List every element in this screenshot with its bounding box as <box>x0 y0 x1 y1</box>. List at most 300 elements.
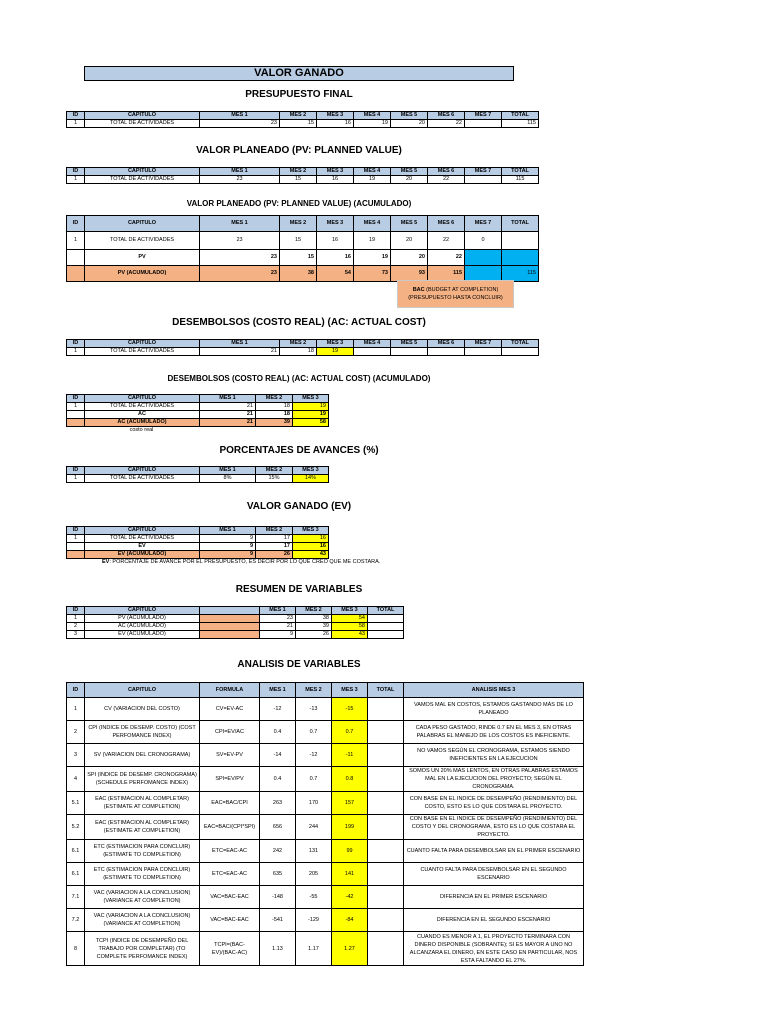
table-cell: TCPI (INDICE DE DESEMPEÑO DEL TRABAJO POR COMPLETAR) (TO COMPLETE PERFOMANCE INDEX) <box>85 932 200 966</box>
pv-acum-heading: VALOR PLANEADO (PV: PLANNED VALUE) (ACUMULADO) <box>186 199 412 208</box>
table-cell: CPI (INDICE DE DESEMP. COSTO) (COST PERFOMANCE INDEX) <box>85 721 200 744</box>
table-cell: 19 <box>293 411 329 419</box>
table-cell <box>368 932 404 966</box>
header-cell: MES 3 <box>293 467 329 475</box>
table-header-row <box>67 527 329 535</box>
table-row <box>67 721 584 744</box>
pv-heading: VALOR PLANEADO (PV: PLANNED VALUE) <box>196 145 402 156</box>
table-cell: EAC=BAC/(CPI*SPI) <box>200 815 260 840</box>
table-cell: -42 <box>332 886 368 909</box>
table-cell: 131 <box>296 840 332 863</box>
table-cell: 0.7 <box>296 721 332 744</box>
table-cell: 0.4 <box>260 721 296 744</box>
table-cell <box>67 419 85 427</box>
header-cell: MES 3 <box>317 340 354 348</box>
table-cell <box>391 348 428 356</box>
table-cell: -15 <box>332 698 368 721</box>
header-cell: MES 3 <box>332 607 368 615</box>
table-cell: SV (VARIACION DEL CRONOGRAMA) <box>85 744 200 767</box>
table-cell: 16 <box>317 250 354 266</box>
table-cell: EV (ACUMULADO) <box>85 631 200 639</box>
table-cell: 1 <box>67 698 85 721</box>
table-cell: AC (ACUMULADO) <box>85 623 200 631</box>
ev-note-text: : PORCENTAJE DE AVANCE POR EL PRESUPUESTO, ES DECIR POR LO QUE CREO QUE ME COSTARA. <box>109 559 381 565</box>
table-cell: -11 <box>332 744 368 767</box>
table-cell: VAC=BAC-EAC <box>200 886 260 909</box>
table-cell <box>368 698 404 721</box>
header-cell: MES 6 <box>428 168 465 176</box>
table-cell: 23 <box>260 615 296 623</box>
porcentajes-table <box>66 466 329 483</box>
header-cell: ANALISIS MES 3 <box>404 683 584 698</box>
table-row <box>67 909 584 932</box>
table-row <box>67 840 584 863</box>
header-cell: ID <box>67 168 85 176</box>
analisis-heading: ANALISIS DE VARIABLES <box>237 659 361 670</box>
header-cell: MES 2 <box>280 112 317 120</box>
bac-text: (BUDGET AT COMPLETION) <box>424 287 499 293</box>
table-cell: -14 <box>260 744 296 767</box>
header-cell: MES 2 <box>296 607 332 615</box>
table-cell: 19 <box>317 348 354 356</box>
table-cell: 244 <box>296 815 332 840</box>
table-cell: 1 <box>67 120 85 128</box>
table-cell: 22 <box>428 120 465 128</box>
header-cell: CAPITULO <box>85 467 200 475</box>
bac-label: BAC <box>412 287 425 293</box>
table-cell: 1 <box>67 176 85 184</box>
table-cell: 23 <box>200 120 280 128</box>
header-cell: CAPITULO <box>85 607 200 615</box>
table-header-row <box>67 395 329 403</box>
header-cell: MES 1 <box>200 112 280 120</box>
table-cell: ETC=EAC-AC <box>200 863 260 886</box>
header-cell: CAPITULO <box>85 340 200 348</box>
header-cell: MES 3 <box>293 527 329 535</box>
bac-note <box>397 280 514 308</box>
table-cell: VAC (VARIACION A LA CONCLUSION) (VARIANCE AT COMPLETION) <box>85 886 200 909</box>
table-row <box>67 615 404 623</box>
header-cell: MES 1 <box>200 527 256 535</box>
table-cell: AC (ACUMULADO) <box>85 419 200 427</box>
table-cell: 14% <box>293 475 329 483</box>
table-header-row <box>67 216 539 232</box>
table-cell: DIFERENCIA EN EL PRIMER ESCENARIO <box>404 886 584 909</box>
table-cell: 15 <box>280 176 317 184</box>
table-cell: EAC (ESTIMACION AL COMPLETAR) (ESTIMATE AT COMPLETION) <box>85 815 200 840</box>
presupuesto-table <box>66 111 539 128</box>
table-row <box>67 744 584 767</box>
table-cell <box>368 615 404 623</box>
table-header-row <box>67 607 404 615</box>
table-cell <box>354 348 391 356</box>
header-cell: MES 6 <box>428 340 465 348</box>
table-cell: 8% <box>200 475 256 483</box>
table-header-row <box>67 112 539 120</box>
table-cell: 15% <box>256 475 293 483</box>
header-cell: MES 2 <box>296 683 332 698</box>
table-row <box>67 543 329 551</box>
table-cell: CPI=EV/AC <box>200 721 260 744</box>
table-header-row <box>67 467 329 475</box>
table-cell <box>465 348 502 356</box>
header-cell: MES 3 <box>293 395 329 403</box>
ac-acum-table <box>66 394 329 427</box>
table-row <box>67 551 329 559</box>
table-cell: AC <box>85 411 200 419</box>
table-row <box>67 250 539 266</box>
header-cell: ID <box>67 395 85 403</box>
table-row <box>67 792 584 815</box>
table-cell: 141 <box>332 863 368 886</box>
table-cell <box>428 348 465 356</box>
table-cell: TOTAL DE ACTIVIDADES <box>85 120 200 128</box>
header-cell: MES 3 <box>332 683 368 698</box>
header-cell: ID <box>67 112 85 120</box>
header-cell: MES 2 <box>280 216 317 232</box>
table-cell: 3 <box>67 744 85 767</box>
table-row <box>67 419 329 427</box>
table-cell: 39 <box>256 419 293 427</box>
header-cell: MES 1 <box>200 340 280 348</box>
table-cell: 19 <box>354 232 391 250</box>
resumen-heading: RESUMEN DE VARIABLES <box>235 584 363 595</box>
resumen-table <box>66 606 404 639</box>
table-cell: 3 <box>67 631 85 639</box>
table-cell: 115 <box>502 176 539 184</box>
header-cell: TOTAL <box>502 216 539 232</box>
table-row <box>67 815 584 840</box>
page-title: VALOR GANADO <box>84 66 514 81</box>
table-cell: 99 <box>332 840 368 863</box>
table-cell: 5.2 <box>67 815 85 840</box>
table-cell: -12 <box>296 744 332 767</box>
table-cell: 73 <box>354 266 391 282</box>
table-cell: 43 <box>332 631 368 639</box>
table-cell: TCPI=(BAC-EV)/(BAC-AC) <box>200 932 260 966</box>
table-cell: 17 <box>256 543 293 551</box>
table-cell <box>368 631 404 639</box>
table-cell: 18 <box>280 348 317 356</box>
table-cell: 205 <box>296 863 332 886</box>
table-cell <box>502 232 539 250</box>
table-row <box>67 886 584 909</box>
ac-table <box>66 339 539 356</box>
table-cell: 58 <box>332 623 368 631</box>
table-cell <box>368 840 404 863</box>
pv-table <box>66 167 539 184</box>
table-cell: 2 <box>67 721 85 744</box>
header-cell: FORMULA <box>200 683 260 698</box>
table-cell: -129 <box>296 909 332 932</box>
table-cell: -148 <box>260 886 296 909</box>
table-cell: 9 <box>260 631 296 639</box>
table-cell <box>465 176 502 184</box>
header-cell: MES 1 <box>260 607 296 615</box>
table-cell: 21 <box>200 411 256 419</box>
table-cell: CON BASE EN EL INDICE DE DESEMPEÑO (RENDIMIENTO) DEL COSTO Y DEL CRONOGRAMA, ESTO ES LO QUE COSTARA EL PROYECTO. <box>404 815 584 840</box>
header-cell: MES 4 <box>354 168 391 176</box>
ac-heading: DESEMBOLSOS (COSTO REAL) (AC: ACTUAL COST) <box>172 317 426 328</box>
table-cell: 38 <box>280 266 317 282</box>
table-cell: DIFERENCIA EN EL SEGUNDO ESCENARIO <box>404 909 584 932</box>
table-cell: 1.27 <box>332 932 368 966</box>
header-cell: CAPITULO <box>85 395 200 403</box>
header-cell: CAPITULO <box>85 683 200 698</box>
table-cell <box>368 815 404 840</box>
table-cell: 7.2 <box>67 909 85 932</box>
header-cell: ID <box>67 340 85 348</box>
table-cell: 23 <box>200 250 280 266</box>
table-cell: VAC (VARIACION A LA CONCLUSION) (VARIANCE AT COMPLETION) <box>85 909 200 932</box>
header-cell: MES 2 <box>256 527 293 535</box>
ac-note: costo real <box>129 427 154 433</box>
table-cell: EV <box>85 543 200 551</box>
header-cell: MES 6 <box>428 112 465 120</box>
table-row <box>67 403 329 411</box>
table-row <box>67 348 539 356</box>
header-cell: ID <box>67 607 85 615</box>
table-cell: SPI=EV/PV <box>200 767 260 792</box>
table-cell: -541 <box>260 909 296 932</box>
table-cell <box>465 250 502 266</box>
header-cell: MES 1 <box>200 467 256 475</box>
header-cell: CAPITULO <box>85 527 200 535</box>
table-cell: 115 <box>428 266 465 282</box>
table-cell: 22 <box>428 250 465 266</box>
header-cell: ID <box>67 467 85 475</box>
header-cell <box>200 607 260 615</box>
table-cell: 656 <box>260 815 296 840</box>
table-cell: 18 <box>256 403 293 411</box>
bac-text-2: (PRESUPUESTO HASTA CONCLUIR) <box>408 295 503 301</box>
table-cell: -13 <box>296 698 332 721</box>
table-cell: 635 <box>260 863 296 886</box>
table-cell: 0.8 <box>332 767 368 792</box>
header-cell: MES 3 <box>317 168 354 176</box>
table-cell: 19 <box>354 176 391 184</box>
presupuesto-heading: PRESUPUESTO FINAL <box>245 89 353 100</box>
table-cell: SOMOS UN 20% MAS LENTOS, EN OTRAS PALABRAS ESTAMOS MAL EN LA EJECUCION DEL PROYECTO; SEGÚN EL CRONOGRAMA. <box>404 767 584 792</box>
ev-note-label: EV <box>102 559 110 565</box>
table-cell: 0.7 <box>296 767 332 792</box>
table-cell: PV (ACUMULADO) <box>85 266 200 282</box>
header-cell: MES 5 <box>391 168 428 176</box>
table-cell: VAC=BAC-EAC <box>200 909 260 932</box>
header-cell: MES 2 <box>256 467 293 475</box>
header-cell: ID <box>67 216 85 232</box>
table-cell: 43 <box>293 551 329 559</box>
table-cell: 1 <box>67 232 85 250</box>
table-cell: 0.7 <box>332 721 368 744</box>
table-cell <box>67 266 85 282</box>
table-cell: EAC=BAC/CPI <box>200 792 260 815</box>
table-cell: 5.1 <box>67 792 85 815</box>
table-cell: -12 <box>260 698 296 721</box>
table-cell: 115 <box>502 266 539 282</box>
table-cell: 22 <box>428 232 465 250</box>
table-cell: 22 <box>428 176 465 184</box>
header-cell: MES 7 <box>465 112 502 120</box>
table-cell: 23 <box>200 232 280 250</box>
table-cell: PV (ACUMULADO) <box>85 615 200 623</box>
header-cell: MES 1 <box>200 395 256 403</box>
header-cell: ID <box>67 527 85 535</box>
table-cell <box>368 792 404 815</box>
table-cell: CUANTO FALTA PARA DESEMBOLSAR EN EL PRIMER ESCENARIO <box>404 840 584 863</box>
table-cell: 21 <box>200 403 256 411</box>
table-cell: 1 <box>67 615 85 623</box>
table-cell <box>368 767 404 792</box>
table-cell: TOTAL DE ACTIVIDADES <box>85 348 200 356</box>
table-cell <box>368 863 404 886</box>
table-cell: 19 <box>354 250 391 266</box>
header-cell: ID <box>67 683 85 698</box>
table-cell: 9 <box>200 551 256 559</box>
table-cell: 26 <box>256 551 293 559</box>
table-cell: 6.1 <box>67 840 85 863</box>
table-cell: NO VAMOS SEGÚN EL CRONOGRAMA, ESTAMOS SIENDO INEFICIENTES EN LA EJECUCION <box>404 744 584 767</box>
table-cell: TOTAL DE ACTIVIDADES <box>85 535 200 543</box>
porcentajes-heading: PORCENTAJES DE AVANCES (%) <box>219 445 379 456</box>
table-cell <box>67 250 85 266</box>
header-cell: MES 1 <box>260 683 296 698</box>
table-cell: 16 <box>293 535 329 543</box>
table-cell <box>67 411 85 419</box>
table-cell <box>368 721 404 744</box>
table-cell: CV=EV-AC <box>200 698 260 721</box>
table-cell: -84 <box>332 909 368 932</box>
table-header-row <box>67 683 584 698</box>
table-cell <box>67 551 85 559</box>
header-cell: MES 5 <box>391 216 428 232</box>
table-cell <box>368 909 404 932</box>
table-row <box>67 475 329 483</box>
table-row <box>67 698 584 721</box>
table-cell: 26 <box>296 631 332 639</box>
ev-note <box>102 559 522 565</box>
table-cell: 4 <box>67 767 85 792</box>
header-cell: MES 3 <box>317 112 354 120</box>
table-cell: TOTAL DE ACTIVIDADES <box>85 232 200 250</box>
table-cell: 20 <box>391 232 428 250</box>
table-cell: CUANDO ES MENOR A 1, EL PROYECTO TERMINARA CON DINERO DISPONIBLE (SOBRANTE); SI ES MAYOR A UNO NO ALCANZARA EL DINERO, EN ESTE CASO EN PARTICULAR, NOS ESTA FALTANDO EL 27%. <box>404 932 584 966</box>
table-cell <box>368 623 404 631</box>
table-cell: 1.13 <box>260 932 296 966</box>
header-cell: MES 5 <box>391 340 428 348</box>
header-cell: MES 4 <box>354 216 391 232</box>
table-cell: 21 <box>260 623 296 631</box>
table-cell: 20 <box>391 176 428 184</box>
table-cell: ETC=EAC-AC <box>200 840 260 863</box>
table-cell: 263 <box>260 792 296 815</box>
table-row <box>67 863 584 886</box>
analisis-table <box>66 682 584 966</box>
header-cell: MES 1 <box>200 168 280 176</box>
header-cell: MES 7 <box>465 216 502 232</box>
table-row <box>67 767 584 792</box>
table-cell <box>200 631 260 639</box>
table-cell: 15 <box>280 120 317 128</box>
table-cell: 54 <box>332 615 368 623</box>
table-cell: 157 <box>332 792 368 815</box>
table-cell: 1 <box>67 403 85 411</box>
table-cell: SPI (INDICE DE DESEMP. CRONOGRAMA) (SCHEDULE PERFOMANCE INDEX) <box>85 767 200 792</box>
table-cell: TOTAL DE ACTIVIDADES <box>85 176 200 184</box>
table-cell: CADA PESO GASTADO, RINDE 0.7 EN EL MES 3, EN OTRAS PALABRAS EL MANEJO DE LOS COSTOS ES INEFICIENTE. <box>404 721 584 744</box>
table-row <box>67 535 329 543</box>
table-cell: 199 <box>332 815 368 840</box>
table-cell <box>200 615 260 623</box>
table-cell: 21 <box>200 419 256 427</box>
table-cell: 23 <box>200 266 280 282</box>
header-cell: MES 2 <box>280 340 317 348</box>
table-cell <box>465 120 502 128</box>
table-cell: 19 <box>354 120 391 128</box>
header-cell: MES 2 <box>256 395 293 403</box>
header-cell: TOTAL <box>502 340 539 348</box>
table-cell: 54 <box>317 266 354 282</box>
header-cell: TOTAL <box>502 168 539 176</box>
table-row <box>67 623 404 631</box>
table-row <box>67 631 404 639</box>
ev-table <box>66 526 329 559</box>
table-cell: ETC (ESTIMACION PARA CONCLUIR) (ESTIMATE TO COMPLETION) <box>85 840 200 863</box>
header-cell: MES 1 <box>200 216 280 232</box>
table-cell: VAMOS MAL EN COSTOS, ESTAMOS GASTANDO MÁS DE LO PLANEADO <box>404 698 584 721</box>
header-cell: MES 3 <box>317 216 354 232</box>
table-cell: 20 <box>391 250 428 266</box>
table-cell: 9 <box>200 543 256 551</box>
table-cell: 1 <box>67 535 85 543</box>
table-cell: 16 <box>317 176 354 184</box>
table-row <box>67 120 539 128</box>
table-cell: 170 <box>296 792 332 815</box>
table-header-row <box>67 340 539 348</box>
table-cell: 58 <box>293 419 329 427</box>
table-cell: 7.1 <box>67 886 85 909</box>
table-cell: 6.1 <box>67 863 85 886</box>
table-row <box>67 411 329 419</box>
table-row <box>67 232 539 250</box>
header-cell: MES 5 <box>391 112 428 120</box>
table-cell: 15 <box>280 250 317 266</box>
header-cell: MES 4 <box>354 112 391 120</box>
pv-acum-table <box>66 215 539 282</box>
header-cell: TOTAL <box>368 607 404 615</box>
table-cell: 16 <box>317 232 354 250</box>
table-cell: 9 <box>200 535 256 543</box>
table-cell: 16 <box>317 120 354 128</box>
header-cell: MES 4 <box>354 340 391 348</box>
table-cell: CUANTO FALTA PARA DESEMBOLSAR EN EL SEGUNDO ESCENARIO <box>404 863 584 886</box>
table-cell: 2 <box>67 623 85 631</box>
table-cell: 16 <box>293 543 329 551</box>
table-cell: EV (ACUMULADO) <box>85 551 200 559</box>
header-cell: CAPITULO <box>85 168 200 176</box>
header-cell: MES 7 <box>465 168 502 176</box>
table-cell: 115 <box>502 120 539 128</box>
table-cell <box>502 348 539 356</box>
header-cell: CAPITULO <box>85 112 200 120</box>
table-cell: TOTAL DE ACTIVIDADES <box>85 403 200 411</box>
header-cell: MES 2 <box>280 168 317 176</box>
table-cell: -55 <box>296 886 332 909</box>
header-cell: MES 7 <box>465 340 502 348</box>
header-cell: TOTAL <box>502 112 539 120</box>
header-cell: MES 6 <box>428 216 465 232</box>
table-row <box>67 176 539 184</box>
